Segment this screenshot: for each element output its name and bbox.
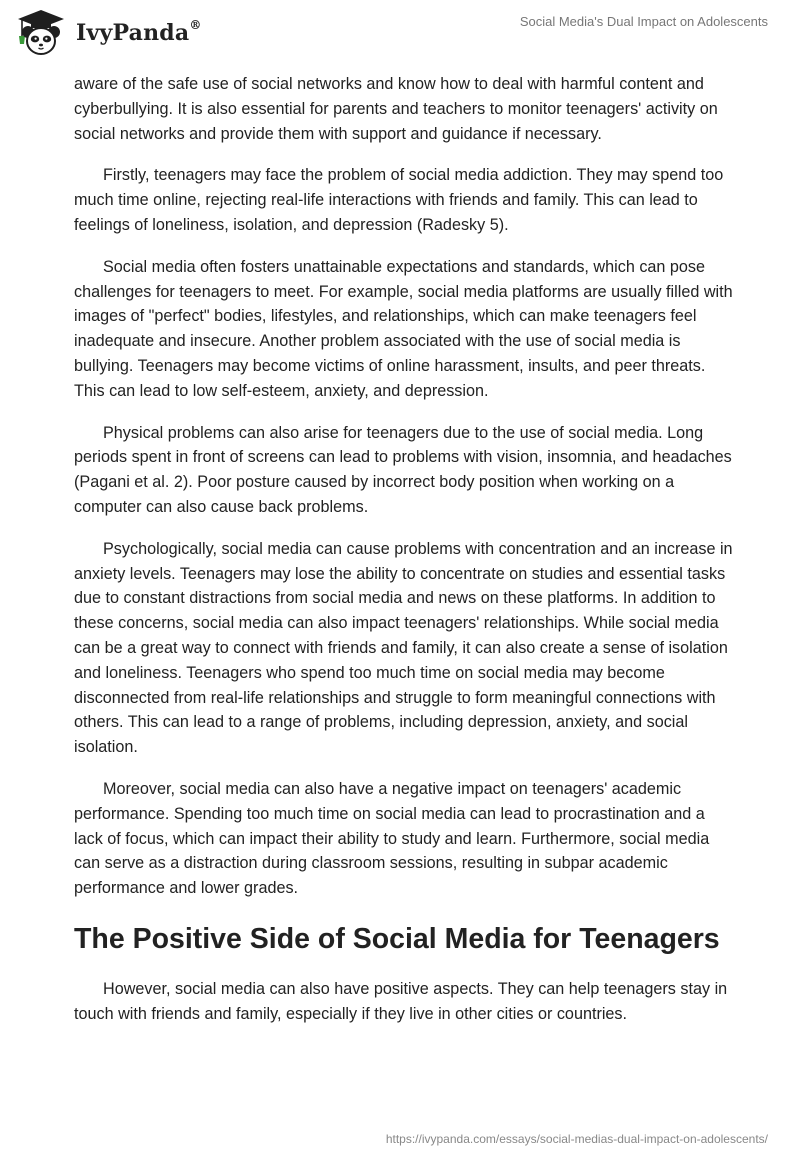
paragraph-positive: However, social media can also have positive aspects. They can help teenagers stay in touch with friends and family, especially if they live in other cities or countries. (74, 979, 728, 1023)
source-url-link[interactable]: https://ivypanda.com/essays/social-medias-dual-impact-on-adolescents/ (385, 1132, 768, 1146)
paragraph-academic: Moreover, social media can also have a negative impact on teenagers' academic performance. Spending too much time on social media can lead to procrastination and a lack of focus, which can impact their ability to study and learn. Furthermore, social media can serve as a distraction during classroom sessions, resulting in subpar academic performance and lower grades. (74, 779, 710, 898)
paragraph-addiction: Firstly, teenagers may face the problem of social media addiction. They may spend too much time online, rejecting real-life interactions with friends and family. This can lead to feelings of loneliness, isolation, and depression (Radesky 5). (74, 166, 724, 234)
page-header (0, 0, 800, 66)
paragraph-psychological: Psychologically, social media can cause problems with concentration and an increase in anxiety levels. Teenagers may lose the ability to concentrate on studies and essential tasks due to constant distractions from social media and news on these platforms. In addition to these concerns, social media can also impact teenagers' relationships. While social media can be a great way to connect with friends and family, it can also create a sense of isolation and loneliness. Teenagers who spend too much time on social media may become disconnected from real-life relationships and struggle to form meaningful connections with others. This can lead to a range of problems, including depression, anxiety, and social isolation. (74, 539, 733, 757)
ivypanda-logo[interactable] (14, 8, 202, 58)
panda-graduation-cap-icon (14, 8, 68, 58)
essay-body (74, 72, 734, 1044)
paragraph-continued: aware of the safe use of social networks and know how to deal with harmful content and cyberbullying. It is also essential for parents and teachers to monitor teenagers' activity on social networks and provide them with support and guidance if necessary. (74, 75, 718, 143)
logo-wordmark: IvyPanda® (76, 18, 202, 46)
document-title: Social Media's Dual Impact on Adolescents (519, 14, 768, 29)
paragraph-physical: Physical problems can also arise for teenagers due to the use of social media. Long periods spent in front of screens can lead to problems with vision, insomnia, and headaches (Pagani et al. 2). Poor posture caused by incorrect body position when working on a computer can also cause back problems. (74, 423, 732, 516)
section-heading: The Positive Side of Social Media for Teenagers (74, 922, 720, 955)
paragraph-expectations: Social media often fosters unattainable expectations and standards, which can pose challenges for teenagers to meet. For example, social media platforms are usually filled with images of "perfect" bodies, lifestyles, and relationships, which can make teenagers feel inadequate and insecure. Another problem associated with the use of social media is bullying. Teenagers may become victims of online harassment, insults, and peer threats. This can lead to low self-esteem, anxiety, and depression. (74, 257, 733, 400)
